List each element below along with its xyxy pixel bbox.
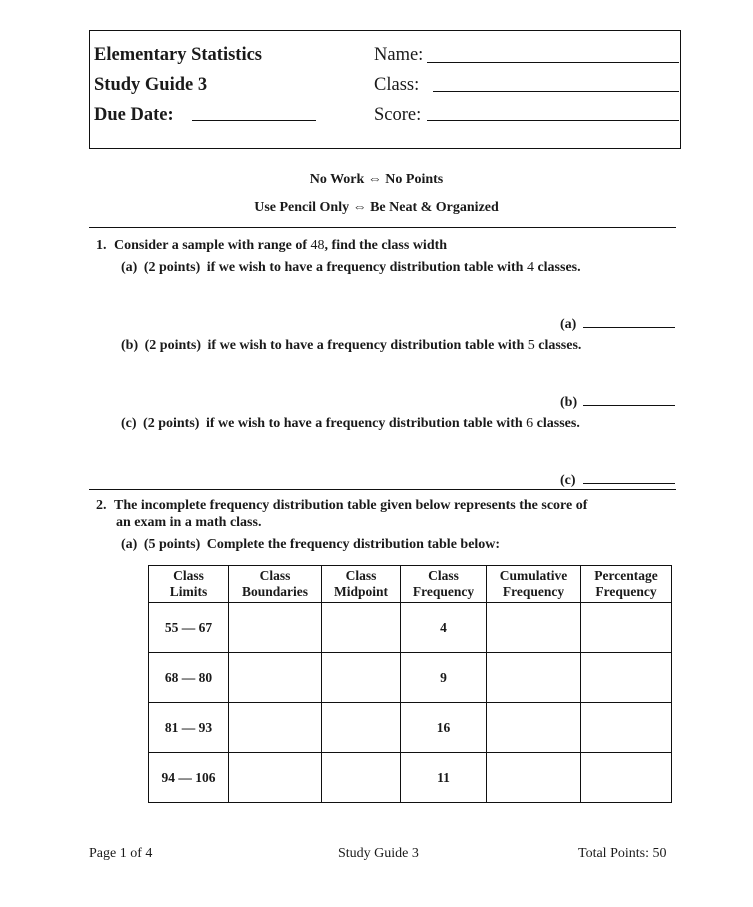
prompt-text: Consider a sample with range of	[114, 238, 311, 253]
header-cumulative-frequency	[487, 566, 581, 603]
part-label: (c)	[121, 416, 137, 431]
answer-label-a: (a)	[560, 317, 577, 332]
class-limits-cell: 94 — 106	[149, 753, 229, 803]
frequency-cell: 9	[401, 653, 487, 703]
part-text	[206, 416, 580, 431]
header-text: Frequency	[502, 584, 565, 599]
midpoint-cell[interactable]	[322, 603, 401, 653]
lower-limit: 94	[161, 769, 175, 785]
frequency-cell: 4	[401, 603, 487, 653]
header-text: Limits	[169, 584, 208, 599]
header-box	[89, 30, 681, 149]
header-text: Cumulative	[499, 568, 568, 583]
name-line[interactable]	[427, 62, 679, 63]
percentage-cell[interactable]	[581, 753, 672, 803]
question-number: 2.	[96, 498, 107, 513]
header-text: Midpoint	[333, 584, 388, 599]
question-prompt: The incomplete frequency distribution table given below represents the score of	[114, 498, 588, 513]
part-text	[207, 260, 581, 275]
boundaries-cell[interactable]	[229, 653, 322, 703]
upper-limit: 67	[198, 619, 213, 635]
header-percentage-frequency	[581, 566, 672, 603]
lower-limit: 55	[164, 619, 179, 635]
percentage-cell[interactable]	[581, 703, 672, 753]
question-2a	[121, 537, 500, 553]
header-text: Frequency	[595, 584, 657, 599]
answer-line-b[interactable]	[583, 405, 675, 406]
instruction-line-1: No Work ⇔ No Points	[309, 172, 444, 187]
question-2	[96, 498, 587, 514]
part-text-pre: if we wish to have a frequency distribution table with	[207, 338, 528, 353]
part-points: (2 points)	[144, 338, 202, 353]
header-text: Class	[428, 568, 459, 583]
part-text	[208, 338, 582, 353]
footer-title: Study Guide 3	[338, 846, 419, 861]
answer-line-c[interactable]	[583, 483, 675, 484]
page-number: Page 1 of 4	[89, 846, 153, 861]
part-text-post: classes.	[534, 338, 582, 353]
upper-limit: 80	[198, 669, 213, 685]
answer-line-a[interactable]	[583, 327, 675, 328]
header-text: Percentage	[594, 568, 658, 583]
score-label: Score:	[374, 105, 422, 125]
due-date-line[interactable]	[192, 120, 316, 121]
boundaries-cell[interactable]	[229, 603, 322, 653]
frequency-cell: 11	[401, 753, 487, 803]
part-text-post: classes.	[533, 260, 581, 275]
percentage-cell[interactable]	[581, 653, 672, 703]
class-line[interactable]	[433, 91, 679, 92]
class-label: Class:	[374, 75, 420, 95]
divider	[89, 489, 676, 490]
boundaries-cell[interactable]	[229, 753, 322, 803]
instruction-line-2: Use Pencil Only ⇔ Be Neat & Organized	[254, 200, 499, 215]
table-header-row	[149, 566, 672, 603]
header-class-frequency	[401, 566, 487, 603]
score-line[interactable]	[427, 120, 679, 121]
answer-label-b: (b)	[560, 395, 578, 410]
part-points: (2 points)	[143, 416, 200, 431]
part-label: (a)	[121, 260, 138, 275]
class-limits-cell: 81 — 93	[149, 703, 229, 753]
name-label: Name:	[374, 45, 424, 65]
header-text: Frequency	[412, 584, 475, 599]
boundaries-cell[interactable]	[229, 703, 322, 753]
question-number: 1.	[96, 238, 107, 253]
table-row	[149, 653, 672, 703]
lower-limit: 81	[164, 719, 179, 735]
header-text: Class	[345, 568, 377, 583]
header-class-limits	[149, 566, 229, 603]
class-limits-cell: 55 — 67	[149, 603, 229, 653]
part-text-pre: if we wish to have a frequency distribution table with	[205, 416, 527, 431]
divider	[89, 227, 676, 228]
question-2-prompt-line-2: an exam in a math class.	[116, 515, 262, 530]
header-text: Boundaries	[241, 584, 309, 599]
table-row	[149, 703, 672, 753]
class-count: 5	[527, 338, 535, 353]
class-count: 6	[526, 416, 534, 431]
header-text: Class	[259, 568, 291, 583]
question-1c	[121, 416, 580, 432]
frequency-cell: 16	[401, 703, 487, 753]
class-limits-cell: 68 — 80	[149, 653, 229, 703]
header-text: Class	[173, 568, 204, 583]
frequency-table	[148, 565, 672, 803]
part-text-pre: if we wish to have a frequency distribution table with	[206, 260, 527, 275]
midpoint-cell[interactable]	[322, 703, 401, 753]
due-date-label: Due Date:	[94, 105, 174, 125]
lower-limit: 68	[164, 669, 179, 685]
header-class-boundaries	[229, 566, 322, 603]
part-points: (5 points)	[143, 537, 201, 552]
part-points: (2 points)	[143, 260, 201, 275]
part-text: Complete the frequency distribution table below:	[206, 537, 501, 552]
question-1a	[121, 260, 581, 276]
question-1	[96, 238, 447, 254]
range-value: 48	[310, 238, 325, 253]
part-label: (b)	[121, 338, 139, 353]
part-label: (a)	[121, 537, 138, 552]
class-count: 4	[526, 260, 534, 275]
part-text-post: classes.	[533, 416, 580, 431]
header-class-midpoint	[322, 566, 401, 603]
question-prompt	[114, 238, 447, 253]
question-1b	[121, 338, 581, 354]
prompt-text: , find the class width	[324, 238, 448, 253]
course-title: Elementary Statistics	[94, 45, 263, 65]
table-row	[149, 753, 672, 803]
cumulative-cell[interactable]	[487, 653, 581, 703]
answer-label-c: (c)	[560, 473, 576, 488]
midpoint-cell[interactable]	[322, 653, 401, 703]
cumulative-cell[interactable]	[487, 603, 581, 653]
table-row	[149, 603, 672, 653]
total-points: Total Points: 50	[578, 846, 667, 861]
upper-limit: 93	[198, 719, 213, 735]
guide-title: Study Guide 3	[94, 75, 208, 95]
upper-limit: 106	[195, 769, 216, 785]
percentage-cell[interactable]	[581, 603, 672, 653]
cumulative-cell[interactable]	[487, 703, 581, 753]
midpoint-cell[interactable]	[322, 753, 401, 803]
cumulative-cell[interactable]	[487, 753, 581, 803]
